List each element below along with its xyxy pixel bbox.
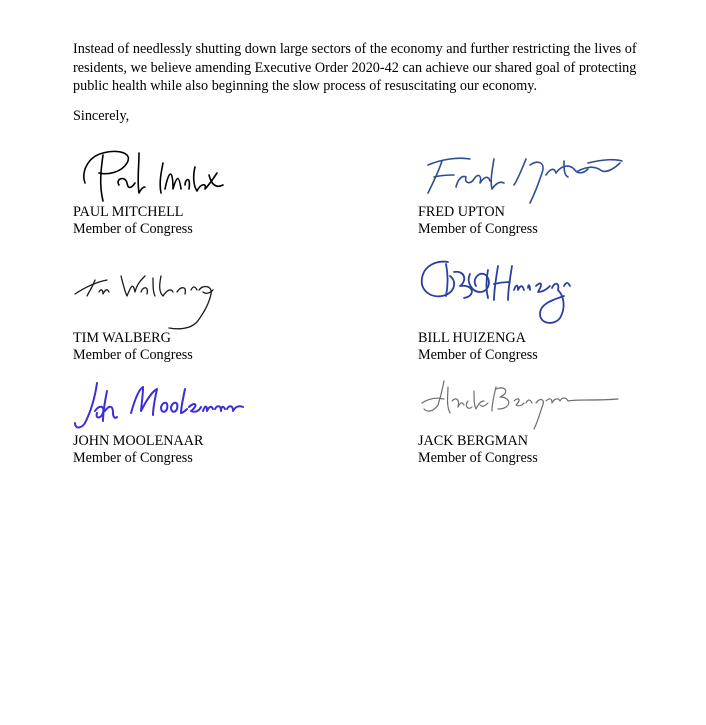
signatory-name: FRED UPTON bbox=[418, 204, 505, 220]
body-paragraph: Instead of needlessly shutting down large sectors of the economy and further restricting the lives of residents, we believe amending Executive Order 2020-42 can achieve our shared goal of protecting public health while also beginning the slow process of resuscitating our economy. bbox=[73, 41, 637, 94]
signatory-name: BILL HUIZENGA bbox=[418, 330, 526, 346]
signature-block-jack-bergman bbox=[418, 377, 706, 467]
signatory-title: Member of Congress bbox=[73, 347, 193, 363]
signature-image-bill-huizenga bbox=[418, 252, 598, 332]
signatory-name: PAUL MITCHELL bbox=[73, 204, 184, 220]
signatory-name: TIM WALBERG bbox=[73, 330, 171, 346]
signature-image-jack-bergman bbox=[418, 377, 628, 437]
signature-block-fred-upton bbox=[418, 145, 706, 235]
signature-block-tim-walberg bbox=[73, 262, 373, 363]
signatory-title: Member of Congress bbox=[418, 347, 538, 363]
signature-image-fred-upton bbox=[418, 145, 628, 205]
signature-block-paul-mitchell bbox=[73, 145, 373, 235]
closing-salutation: Sincerely, bbox=[73, 108, 130, 124]
signatory-title: Member of Congress bbox=[418, 221, 538, 237]
signature-image-john-moolenaar bbox=[73, 377, 253, 437]
signature-block-john-moolenaar bbox=[73, 377, 373, 467]
signatory-name: JACK BERGMAN bbox=[418, 433, 528, 449]
signature-block-bill-huizenga bbox=[418, 252, 706, 363]
signatory-title: Member of Congress bbox=[418, 450, 538, 466]
signatory-title: Member of Congress bbox=[73, 221, 193, 237]
signatory-name: JOHN MOOLENAAR bbox=[73, 433, 204, 449]
signature-image-tim-walberg bbox=[73, 262, 233, 332]
signatory-title: Member of Congress bbox=[73, 450, 193, 466]
signature-image-paul-mitchell bbox=[73, 145, 233, 205]
